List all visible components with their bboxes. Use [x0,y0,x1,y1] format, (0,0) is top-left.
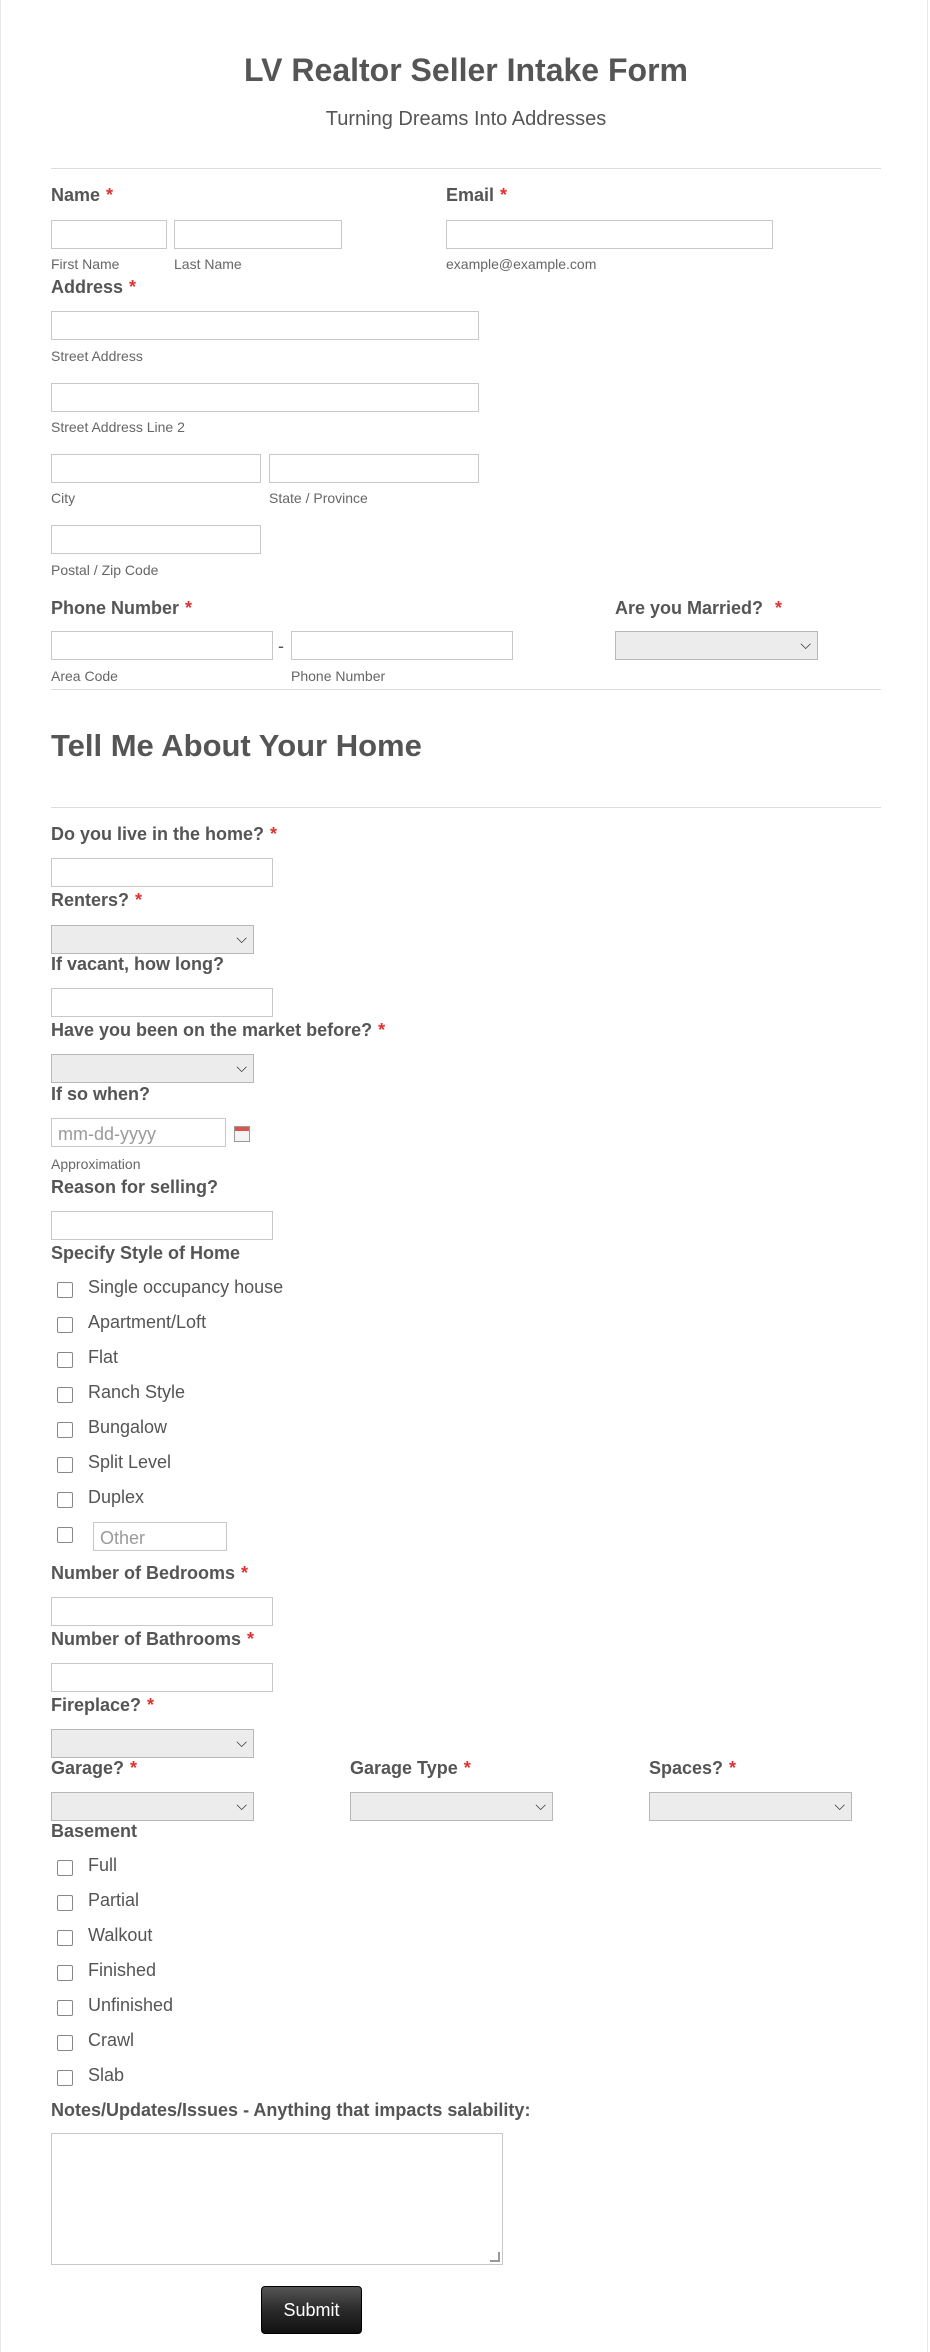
city-input[interactable] [51,454,261,483]
phone-label: Phone Number * [51,598,193,618]
chevron-down-icon: ⌵ [800,636,811,652]
section-heading: Tell Me About Your Home [51,728,422,763]
required-mark: * [129,277,137,297]
required-mark: * [106,185,114,205]
area-code-sublabel: Area Code [51,668,118,684]
basement-option-label[interactable]: Full [88,1855,118,1875]
required-mark: * [775,598,783,618]
style-other-input[interactable] [93,1522,227,1551]
garage-type-select[interactable] [350,1792,553,1821]
last-name-input[interactable] [174,220,342,249]
garage-select[interactable] [51,1792,254,1821]
live-in-home-label: Do you live in the home? * [51,824,278,844]
street-address-line2-sublabel: Street Address Line 2 [51,419,185,435]
basement-option-label[interactable]: Unfinished [88,1995,174,2015]
required-mark: * [500,185,508,205]
basement-checkbox[interactable] [57,2000,73,2016]
required-mark: * [378,1020,386,1040]
phone-number-input[interactable] [291,631,513,660]
zip-sublabel: Postal / Zip Code [51,562,159,578]
date-input[interactable] [51,1118,226,1147]
style-option-label[interactable]: Single occupancy house [88,1277,284,1297]
required-mark: * [185,598,193,618]
required-mark: * [241,1563,249,1583]
renters-select[interactable] [51,925,254,954]
calendar-icon[interactable] [234,1126,250,1142]
vacant-label: If vacant, how long? [51,954,225,974]
phone-number-sublabel: Phone Number [291,668,386,684]
required-mark: * [247,1629,255,1649]
state-sublabel: State / Province [269,490,368,506]
style-checkbox[interactable] [57,1492,73,1508]
notes-label: Notes/Updates/Issues - Anything that impacts salability: [51,2100,531,2120]
chevron-down-icon: ⌵ [236,1734,247,1750]
style-option-label[interactable]: Split Level [88,1452,172,1472]
renters-label: Renters? * [51,890,143,910]
section-divider [51,689,881,690]
chevron-down-icon: ⌵ [834,1797,845,1813]
form-title: LV Realtor Seller Intake Form [244,52,688,88]
style-checkbox[interactable] [57,1422,73,1438]
submit-button[interactable]: Submit [261,2286,362,2334]
style-checkbox[interactable] [57,1282,73,1298]
basement-checkbox[interactable] [57,2035,73,2051]
garage-type-label: Garage Type * [350,1758,471,1778]
notes-textarea[interactable] [51,2133,503,2265]
basement-checkbox[interactable] [57,1860,73,1876]
required-mark: * [270,824,278,844]
style-checkbox[interactable] [57,1387,73,1403]
reason-input[interactable] [51,1211,273,1240]
basement-option-label[interactable]: Partial [88,1890,140,1910]
bathrooms-input[interactable] [51,1663,273,1692]
style-label: Specify Style of Home [51,1243,241,1263]
style-checkbox[interactable] [57,1317,73,1333]
chevron-down-icon: ⌵ [236,1797,247,1813]
street-address-line2-input[interactable] [51,383,479,412]
section-heading-divider [51,807,881,808]
style-option-label[interactable]: Bungalow [88,1417,168,1437]
style-option-label[interactable]: Ranch Style [88,1382,186,1402]
basement-checkbox[interactable] [57,1965,73,1981]
fireplace-select[interactable] [51,1729,254,1758]
email-hint: example@example.com [446,256,597,272]
phone-separator: - [278,636,284,656]
style-option-label[interactable]: Duplex [88,1487,145,1507]
reason-label: Reason for selling? [51,1177,219,1197]
resize-grip-icon[interactable] [490,2252,500,2262]
basement-option-label[interactable]: Walkout [88,1925,153,1945]
bedrooms-input[interactable] [51,1597,273,1626]
email-label: Email * [446,185,508,205]
garage-label: Garage? * [51,1758,138,1778]
email-input[interactable] [446,220,773,249]
style-checkbox[interactable] [57,1457,73,1473]
name-label: Name * [51,185,114,205]
fireplace-label: Fireplace? * [51,1695,155,1715]
market-before-select[interactable] [51,1054,254,1083]
market-before-label: Have you been on the market before? * [51,1020,386,1040]
required-mark: * [729,1758,737,1778]
style-option-label[interactable]: Apartment/Loft [88,1312,207,1332]
date-placeholder: mm-dd-yyyy [58,1124,156,1144]
first-name-input[interactable] [51,220,167,249]
chevron-down-icon: ⌵ [236,930,247,946]
required-mark: * [147,1695,155,1715]
basement-label: Basement [51,1821,138,1841]
state-input[interactable] [269,454,479,483]
style-other-placeholder: Other [100,1528,146,1548]
bathrooms-label: Number of Bathrooms * [51,1629,255,1649]
zip-input[interactable] [51,525,261,554]
last-name-sublabel: Last Name [174,256,242,272]
married-select[interactable] [615,631,818,660]
basement-checkbox[interactable] [57,1930,73,1946]
city-sublabel: City [51,490,76,506]
form-subtitle: Turning Dreams Into Addresses [325,108,607,130]
basement-option-label[interactable]: Finished [88,1960,157,1980]
vacant-input[interactable] [51,988,273,1017]
street-address-sublabel: Street Address [51,348,143,364]
required-mark: * [135,890,143,910]
area-code-input[interactable] [51,631,273,660]
spaces-label: Spaces? * [649,1758,737,1778]
basement-option-label[interactable]: Crawl [88,2030,135,2050]
basement-checkbox[interactable] [57,1895,73,1911]
street-address-input[interactable] [51,311,479,340]
married-label: Are you Married? * [615,598,783,618]
date-hint: Approximation [51,1156,141,1172]
first-name-sublabel: First Name [51,256,120,272]
style-other-checkbox[interactable] [57,1527,73,1543]
basement-checkbox[interactable] [57,2070,73,2086]
chevron-down-icon: ⌵ [535,1797,546,1813]
header-divider [51,168,881,169]
live-in-home-input[interactable] [51,858,273,887]
style-checkbox[interactable] [57,1352,73,1368]
address-label: Address * [51,277,137,297]
spaces-select[interactable] [649,1792,852,1821]
required-mark: * [130,1758,138,1778]
chevron-down-icon: ⌵ [236,1059,247,1075]
style-option-label[interactable]: Flat [88,1347,119,1367]
required-mark: * [463,1758,471,1778]
if-so-when-label: If so when? [51,1084,150,1104]
basement-option-label[interactable]: Slab [88,2065,125,2085]
bedrooms-label: Number of Bedrooms * [51,1563,249,1583]
